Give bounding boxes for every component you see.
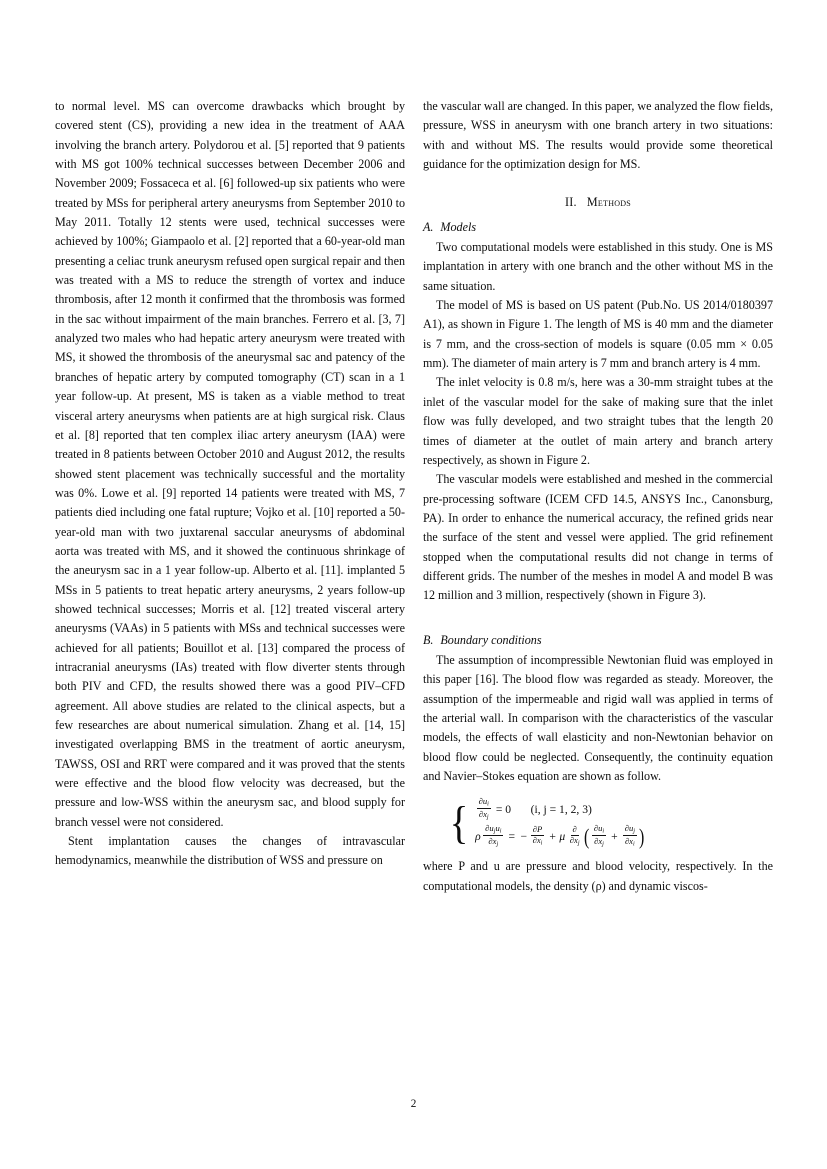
equals-zero: = 0 [495, 802, 512, 816]
paragraph-where-definitions: where P and u are pressure and blood velocity, respectively. In the computational models, the density (ρ) and dynamic viscos- [423, 859, 773, 893]
subsection-b-title: Boundary conditions [440, 632, 542, 647]
convective-den-text: ∂x [488, 835, 497, 846]
fraction-pressure-gradient [531, 825, 545, 847]
pressure-den-sub: i [540, 839, 543, 847]
convective-den-sub: j [496, 840, 499, 848]
momentum-minus: − [520, 829, 528, 843]
paren-close: ) [639, 823, 645, 849]
convective-denominator [486, 836, 500, 848]
strain2-num-text: ∂u [624, 822, 634, 833]
operator-den-sub: j [577, 839, 580, 847]
fraction-numerator [477, 797, 491, 810]
strain2-den-text: ∂x [624, 835, 633, 846]
fraction-partial-operator [568, 825, 582, 847]
convective-num-u1: ∂u [485, 822, 494, 833]
equation-continuity [475, 797, 646, 821]
convective-num-sub1: j [493, 827, 496, 835]
subsection-a-letter: A. [423, 219, 434, 234]
paragraph-model-patent: The model of MS is based on US patent (Pub.No. US 2014/0180397 A1), as shown in Figure 1. The length of MS is 40 mm and the diameter is 7 mm, and the cross-section of models is square (0.05 mm × 0.05 mm). The diameter of main artery is 7 mm and branch artery is 4 mm. [423, 298, 773, 371]
pressure-den-text: ∂x [532, 835, 541, 846]
strain1-den-text: ∂x [594, 835, 603, 846]
operator-numerator: ∂ [572, 823, 577, 834]
fraction-strain-term-2 [623, 824, 637, 848]
convective-num-u2: u [495, 822, 500, 833]
paragraph-intro-continuation: the vascular wall are changed. In this paper, we analyzed the flow fields, pressure, WSS in aneurysm with one branch artery in two situations: with and without MS. The results would provide some theoretical guidance for the optimization design for MS. [423, 99, 773, 172]
strain1-num-text: ∂u [593, 822, 603, 833]
strain2-denominator [623, 836, 637, 848]
paragraph-meshing: The vascular models were established and meshed in the commercial pre-processing software (ICEM CFD 14.5, ANSYS Inc., Canonsburg, PA). In order to enhance the numerical accuracy, the refined grids near the surface of the stent and vessel were applied. The grid refinement stopped when the computational results did not change in terms of different grids. The number of the meshes in model A and model B was 12 million and 3 million, respectively (shown in Figure 3). [423, 472, 773, 603]
density-symbol: ρ [475, 829, 481, 843]
paragraph-two-models: Two computational models were established in this study. One is MS implantation in artery with one branch and the other without MS in the same situation. [423, 240, 773, 293]
equation-brace: { [449, 797, 469, 849]
convective-num-sub2: i [499, 827, 502, 835]
equation-navier-stokes-system [423, 797, 773, 848]
fraction-denominator [477, 809, 491, 821]
section-title: Methods [586, 195, 631, 210]
subsection-b-letter: B. [423, 632, 434, 647]
momentum-equals: = [508, 829, 516, 843]
denominator-subscript: j [486, 813, 489, 821]
strain1-num-sub: i [602, 827, 605, 835]
left-column [55, 97, 405, 896]
numerator-text: ∂u [478, 795, 488, 806]
subsection-a-title: Models [440, 219, 477, 234]
strain2-num-sub: j [633, 827, 635, 835]
strain2-numerator [623, 824, 637, 837]
fraction-du-dx [477, 797, 491, 821]
subsection-heading-models [423, 218, 773, 238]
numerator-subscript: i [487, 800, 489, 808]
two-column-body [55, 97, 773, 896]
strain2-den-sub: i [633, 840, 635, 848]
strain1-den-sub: j [602, 840, 604, 848]
right-column [423, 97, 773, 896]
fraction-strain-term-1 [592, 824, 606, 848]
paragraph-inlet-velocity: The inlet velocity is 0.8 m/s, here was a 30-mm straight tubes at the inlet of the vascular model for the sake of making sure that the inlet flow was fully developed, and two straight tubes that the length 20 times of diameter at the outlet of main artery and branch artery respectively, as shown in Figure 2. [423, 375, 773, 467]
operator-denominator [568, 836, 582, 848]
denominator-text: ∂x [478, 808, 487, 819]
paragraph-assumption: The assumption of incompressible Newtonian fluid was employed in this paper [16]. The blood flow was regarded as steady. Moreover, the assumption of the impermeable and rigid wall was applied in terms of the arterial wall. In comparison with the characteristics of the vascular models, the effects of wall elasticity and non-Newtonian behavior on blood flow could be neglected. Consequently, the continuity equation and Navier–Stokes equation are shown as follow. [423, 652, 773, 783]
momentum-plus: + [549, 829, 556, 843]
convective-numerator [483, 824, 503, 837]
equation-momentum [475, 824, 646, 848]
page-number: 2 [410, 1098, 417, 1110]
viscosity-symbol: μ [559, 829, 566, 843]
operator-den-text: ∂x [569, 835, 578, 846]
subsection-heading-boundary-conditions [423, 606, 773, 651]
strain1-numerator [592, 824, 606, 837]
pressure-numerator: ∂P [532, 823, 543, 834]
paragraph-stent-implantation: Stent implantation causes the changes of intravascular hemodynamics, meanwhile the distribution of WSS and pressure on [55, 834, 405, 868]
section-heading-methods [423, 174, 773, 217]
fraction-convective-term [483, 824, 503, 848]
paragraph-literature-review: to normal level. MS can overcome drawbacks which brought by covered stent (CS), providing a new idea in the treatment of AAA involving the branch artery. Polydorou et al. [5] reported that 9 patients with MS got 100% technical successes between December 2006 and November 2009; Fossaceca et al. [6] followed-up six patients who were treated by MSs for peripheral artery aneurysms from September 2010 to May 2011. Totally 12 stents were used, technical successes were achieved by 100%; Giampaolo et al. [2] reported that a 60-year-old man presenting a celiac trunk aneurysm refused open surgical repair and then was treated with a MS to reduce the strength of vortex and induce thrombosis, after 12 month it confirmed that the thrombosis was formed in the sac without impairment of the main branches. Ferrero et al. [3, 7] analyzed two males who had hepatic artery aneurysm were treated with MS, it showed the thrombosis of the aneurysmal sac and patency of the branches of hepatic artery by computed tomography (CT) scan in a 1 year follow-up. At present, MS is taken as a viable method to treat visceral artery aneurysms when patients are at high surgical risk. Claus et al. [8] reported that ten complex iliac artery aneurysm (IAA) were treated in 8 patients between October 2010 and August 2012, the results showed stent placement was technically successful and the mortality was 0%. Lowe et al. [9] reported 14 patients were treated with MS, 7 patients died including one fatal rupture; Vojko et al. [10] reported a 50-year-old man with two juxtarenal saccular aneurysms of abdominal aorta was treated with MS, and it showed the continuous shrinkage of the aneurysm sac in a 1 year follow-up. Alberto et al. [11]. implanted 5 MSs in 5 patients to treat hepatic artery aneurysms, 2 years follow-up showed technical successes; Morris et al. [12] treated visceral artery aneurysms (VAAs) in 5 patients with MSs and technical successes were achieved for all patients; Bouillot et al. [13] compared the process of intracranial aneurysms (IAs) treated with flow diverter stents through both PIV and CFD, the results showed there was a good PIV–CFD agreement. All above studies are related to the clinical aspects, but a few researches are about numerical simulation. Zhang et al. [14, 15] investigated overlapping BMS in the treatment of aortic aneurysm, TAWSS, OSI and RRT were compared and it was proved that the stents were effective and the blood flow velocity was decreased, but the pressure and low-WSS within the aneurysm sac, and blood supply for branch vessel were not considered. [55, 99, 405, 829]
strain-inner-plus: + [611, 829, 618, 843]
index-condition: (i, j = 1, 2, 3) [530, 802, 592, 816]
pressure-denominator [531, 836, 545, 848]
strain1-denominator [592, 836, 606, 848]
section-number: II. [565, 195, 577, 210]
paren-open: ( [584, 823, 590, 849]
